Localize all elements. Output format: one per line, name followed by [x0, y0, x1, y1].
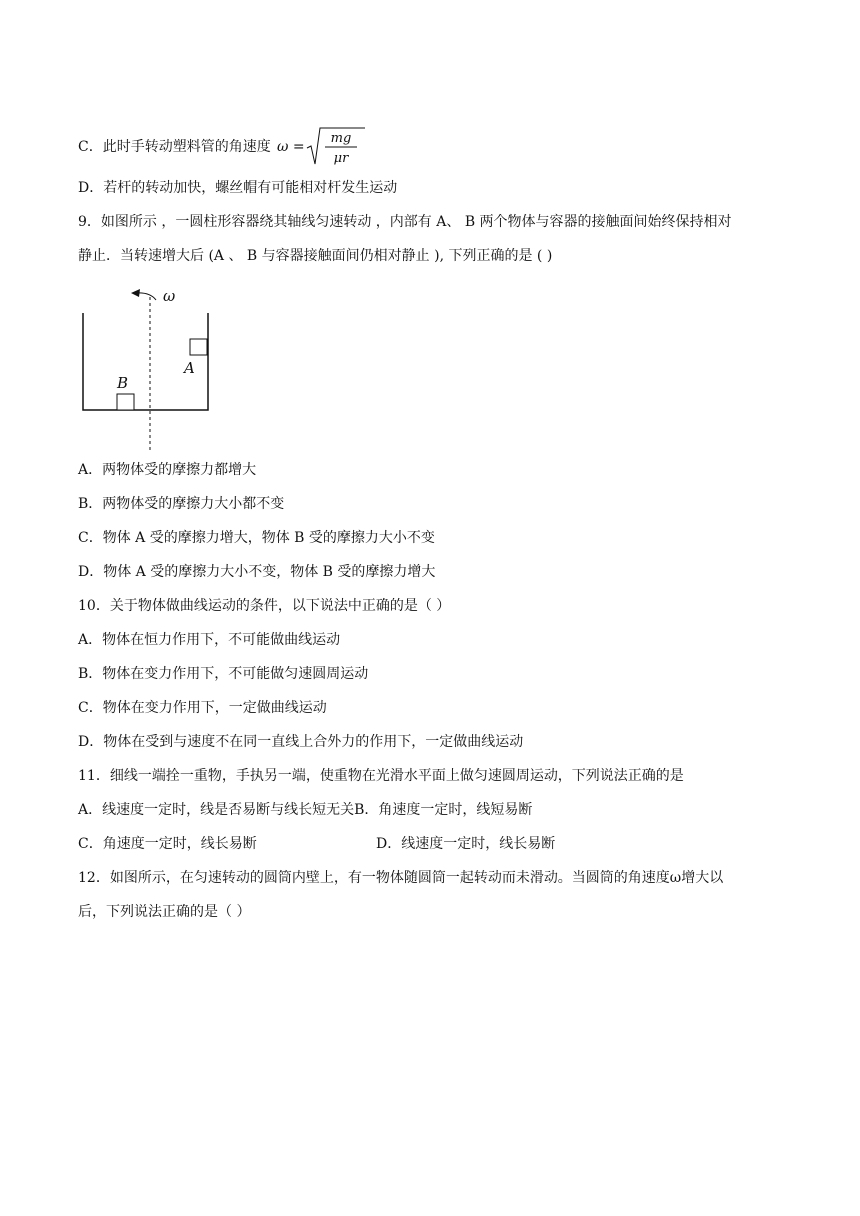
omega-label: ω [163, 287, 176, 305]
arrow-head-icon [131, 289, 140, 297]
formula-lhs: ω = [277, 139, 305, 155]
block-a-label: A [184, 359, 195, 377]
q10-option-a: A．物体在恒力作用下，不可能做曲线运动 [78, 632, 341, 648]
q10-option-b: B．物体在变力作用下，不可能做匀速圆周运动 [78, 666, 369, 682]
formula-denominator: μr [333, 151, 349, 166]
q8-option-d: D．若杆的转动加快，螺丝帽有可能相对杆发生运动 [78, 180, 398, 196]
q11-option-a: A．线速度一定时，线是否易断与线长短无关 [78, 802, 355, 818]
q9-option-a: A．两物体受的摩擦力都增大 [78, 462, 257, 478]
q11-stem: 11．细线一端拴一重物，手执另一端，使重物在光滑水平面上做匀速圆周运动，下列说法正确的是 [78, 768, 684, 784]
q11-option-b: B．角速度一定时，线短易断 [354, 802, 533, 818]
q9-cylinder-diagram [78, 283, 218, 457]
q10-stem: 10．关于物体做曲线运动的条件，以下说法中正确的是（ ） [78, 598, 451, 614]
q8-option-c [78, 126, 367, 168]
q9-stem-line1: 9．如图所示 ，一圆柱形容器绕其轴线匀速转动 ，内部有 A、 B 两个物体与容器的接触面间始终保持相对 [78, 214, 732, 230]
block-a [190, 339, 207, 355]
q12-stem-line2: 后，下列说法正确的是（ ） [78, 904, 251, 920]
q11-options-row1 [78, 800, 532, 820]
q9-option-c: C．物体 A 受的摩擦力增大，物体 B 受的摩擦力大小不变 [78, 530, 435, 546]
q9-stem-line2: 静止．当转速增大后 (A 、 B 与容器接触面间仍相对静止 ), 下列正确的是 ( ) [78, 248, 553, 264]
q8-option-c-text: C．此时手转动塑料管的角速度 [78, 139, 271, 155]
q11-option-d: D．线速度一定时，线长易断 [376, 836, 556, 852]
formula-numerator: mg [330, 131, 352, 146]
q9-option-b: B．两物体受的摩擦力大小都不变 [78, 496, 285, 512]
q9-option-d: D．物体 A 受的摩擦力大小不变，物体 B 受的摩擦力增大 [78, 564, 436, 580]
block-b-label: B [117, 374, 129, 392]
q12-stem-line1: 12．如图所示，在匀速转动的圆筒内壁上，有一物体随圆筒一起转动而未滑动。当圆筒的角速度ω增大以 [78, 870, 724, 886]
q10-option-c: C．物体在变力作用下，一定做曲线运动 [78, 700, 327, 716]
block-b [117, 394, 134, 410]
q11-option-c: C．角速度一定时，线长易断 [78, 836, 257, 852]
angular-velocity-formula [277, 126, 367, 168]
q10-option-d: D．物体在受到与速度不在同一直线上合外力的作用下，一定做曲线运动 [78, 734, 524, 750]
